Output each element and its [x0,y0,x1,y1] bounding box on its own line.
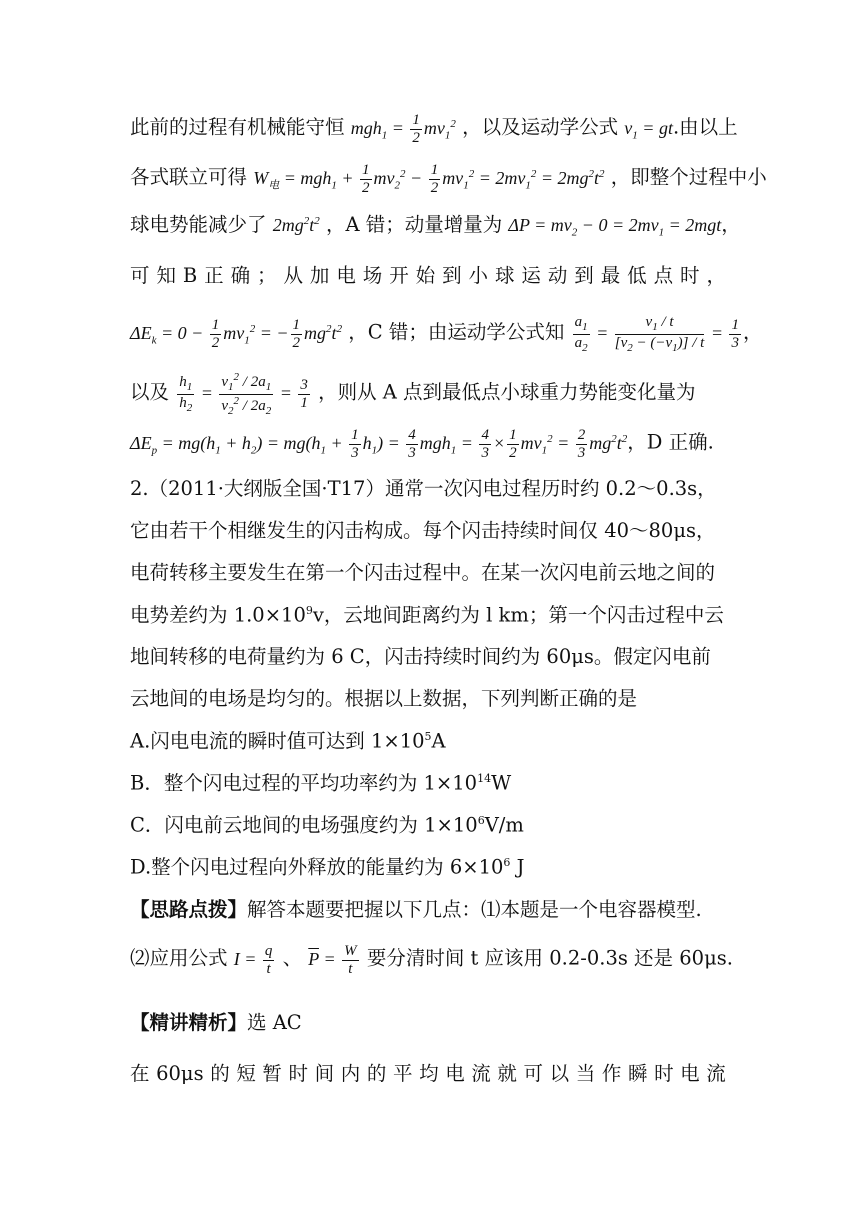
text: ，A 错；动量增量为 [325,213,503,236]
text: 、 [282,946,303,970]
formula-velocity: $v_1$ = gt [624,117,673,142]
char: 的 [210,1062,230,1085]
text: 要分清时间 t 应该用 0.2-0.3s 还是 60μs. [366,946,733,970]
text: 球电势能减少了 [130,213,267,236]
char: 加 [309,264,330,287]
char: 平 [392,1062,413,1085]
char: 60μs [156,1062,204,1085]
formula-electric-work: $W_电 = mgh_1$ + $\frac{1}{2}$ $mv_2^2$ − $\frac{1}{2}$ $mv_1^2 = 2mv_1^2 = 2mg^2t^2$ [253,162,605,196]
char: 电 [445,1062,465,1085]
question-2-line-1: 2.（2011·大纲版全国·T17）通常一次闪电过程历时约 0.2～0.3s， [130,477,717,500]
solution-line-4 [130,266,726,286]
char: ； [257,264,277,287]
formula-gravity-potential: $\Delta E_p = mg(h_1 + h_2) = mg(h_1$ + $\frac{1}{3}$ $h_1$) = $\frac{4}{3}$ mgh$_1$ = $\frac{4}{3}$ × $\frac{1}{2}$ $mv_1^2$ = $\frac{2}{3}$ $mg^2t^2$ [130,427,628,461]
char: 的 [366,1062,387,1085]
option-d [130,857,524,877]
hint-line-2 [130,944,733,977]
char: 以 [549,1062,570,1085]
unit: W [491,771,512,795]
solution-line-2 [130,163,767,196]
text: 各式联立可得 [130,165,248,189]
analysis-line-2 [130,1064,726,1084]
option-c [130,815,524,835]
char: 均 [419,1062,439,1085]
text: 电势差约为 1.0×10 [130,603,306,627]
formula-kinetic-change: $\Delta E_k = 0$ − $\frac{1}{2}$ $mv_1^2$ = − $\frac{1}{2}$ $mg^2t^2$ [130,317,343,351]
char: 在 [130,1062,150,1085]
char: 可 [523,1062,544,1085]
char: 瞬 [627,1062,648,1085]
char: 最 [600,264,621,287]
question-2-line-5: 地间转移的电荷量约为 6 C，闪击持续时间约为 60μs。假定闪电前 [130,645,711,668]
char: 场 [362,264,383,287]
char: 流 [706,1062,726,1085]
text: 以及 [130,380,170,404]
char: 开 [389,264,409,287]
exponent: 14 [477,772,492,785]
char: 电 [336,264,356,287]
formula-power: $\overline{P}$ = $\frac{W}{t}$ [308,943,357,977]
analysis-label: 【精讲精析】 [130,1011,248,1034]
unit: A [431,729,446,753]
char: 确 [230,264,251,287]
text: ，即整个过程中小 [610,165,767,189]
char: 可 [130,264,150,287]
question-2-line-4 [130,605,724,625]
char: 当 [575,1062,596,1085]
char: 时 [680,264,700,287]
formula-momentum: $\Delta P = mv_2 - 0 = 2mv_1 = 2mgt$ [508,215,722,239]
formula-height-ratio: $\frac{h_1}{h_2}$ = $\frac{v_1^2 / 2a_1}{v_2^2 / 2a_2}$ = $\frac{3}{1}$ [179,371,308,417]
text: v，云地间距离约为 l km；第一个闪击过程中云 [312,603,724,627]
char: 流 [471,1062,491,1085]
text: ⑵应用公式 [130,946,228,970]
text: ，C 错；由运动学公式知 [348,320,565,344]
text: .由以上 [672,115,738,139]
char: 就 [497,1062,517,1085]
char: 低 [627,264,647,287]
solution-line-3 [130,215,741,239]
text: ，以及运动学公式 [462,115,619,139]
char: 时 [288,1062,309,1085]
answer: 选 AC [247,1011,302,1034]
exponent: 6 [477,814,485,827]
text: ， [721,213,741,236]
char: B [182,264,198,287]
hint-label: 【思路点拨】 [130,898,248,921]
char: 间 [314,1062,335,1085]
char: 运 [521,264,541,287]
solution-line-1 [130,113,738,146]
unit: V/m [484,813,524,837]
formula-acceleration-ratio: $\frac{a_1}{a_2}$ = $\frac{v_1 / t}{[v_2 - (-v_1)] / t}$ = $\frac{1}{3}$ [574,314,739,354]
char: 始 [415,264,436,287]
char: 内 [340,1062,361,1085]
char: 正 [204,264,224,287]
char: 到 [574,264,594,287]
char: 作 [601,1062,622,1085]
formula-potential-decrease: $2mg^2t^2$ [272,215,320,235]
formula-energy-conservation: mgh$_1$ = $\frac{1}{2}$ $mv_1^2$ [350,112,456,146]
text: A.闪电电流的瞬时值可达到 1×10 [130,729,425,753]
exponent: 5 [424,730,432,743]
text: 解答本题要把握以下几点：⑴本题是一个电容器模型. [247,898,702,921]
solution-line-7 [130,428,714,461]
char: 球 [494,264,515,287]
solution-line-6 [130,372,696,417]
text: 此前的过程有机械能守恒 [130,115,345,139]
hint-line-1 [130,900,702,920]
unit: J [510,855,525,879]
text: ， [742,320,763,344]
analysis-line-1 [130,1013,302,1033]
exponent: 6 [503,856,511,869]
text: D.整个闪电过程向外释放的能量约为 6×10 [130,855,504,879]
char: 到 [442,264,462,287]
char: 短 [236,1062,256,1085]
text: C．闪电前云地间的电场强度约为 1×10 [130,813,478,837]
char: 时 [654,1062,674,1085]
question-2-line-3: 电荷转移主要发生在第一个闪击过程中。在某一次闪电前云地之间的 [130,561,716,584]
formula-current: I = $\frac{q}{t}$ [233,943,273,977]
text: ，则从 A 点到最低点小球重力势能变化量为 [318,380,696,404]
char: 动 [547,264,568,287]
char: ， [706,264,726,287]
question-2-line-2: 它由若干个相继发生的闪击构成。每个闪击持续时间仅 40～80μs， [130,519,716,542]
char: 电 [680,1062,700,1085]
option-a [130,731,446,751]
char: 点 [653,264,674,287]
char: 知 [156,264,176,287]
question-2-line-6: 云地间的电场是均匀的。根据以上数据，下列判断正确的是 [130,687,638,710]
exponent: 9 [305,604,313,617]
char: 小 [468,264,489,287]
option-b [130,773,511,793]
char: 从 [283,264,303,287]
text: ，D 正确. [627,430,714,454]
text: B．整个闪电过程的平均功率约为 1×10 [130,771,478,795]
solution-line-5 [130,315,763,354]
char: 暂 [262,1062,282,1085]
